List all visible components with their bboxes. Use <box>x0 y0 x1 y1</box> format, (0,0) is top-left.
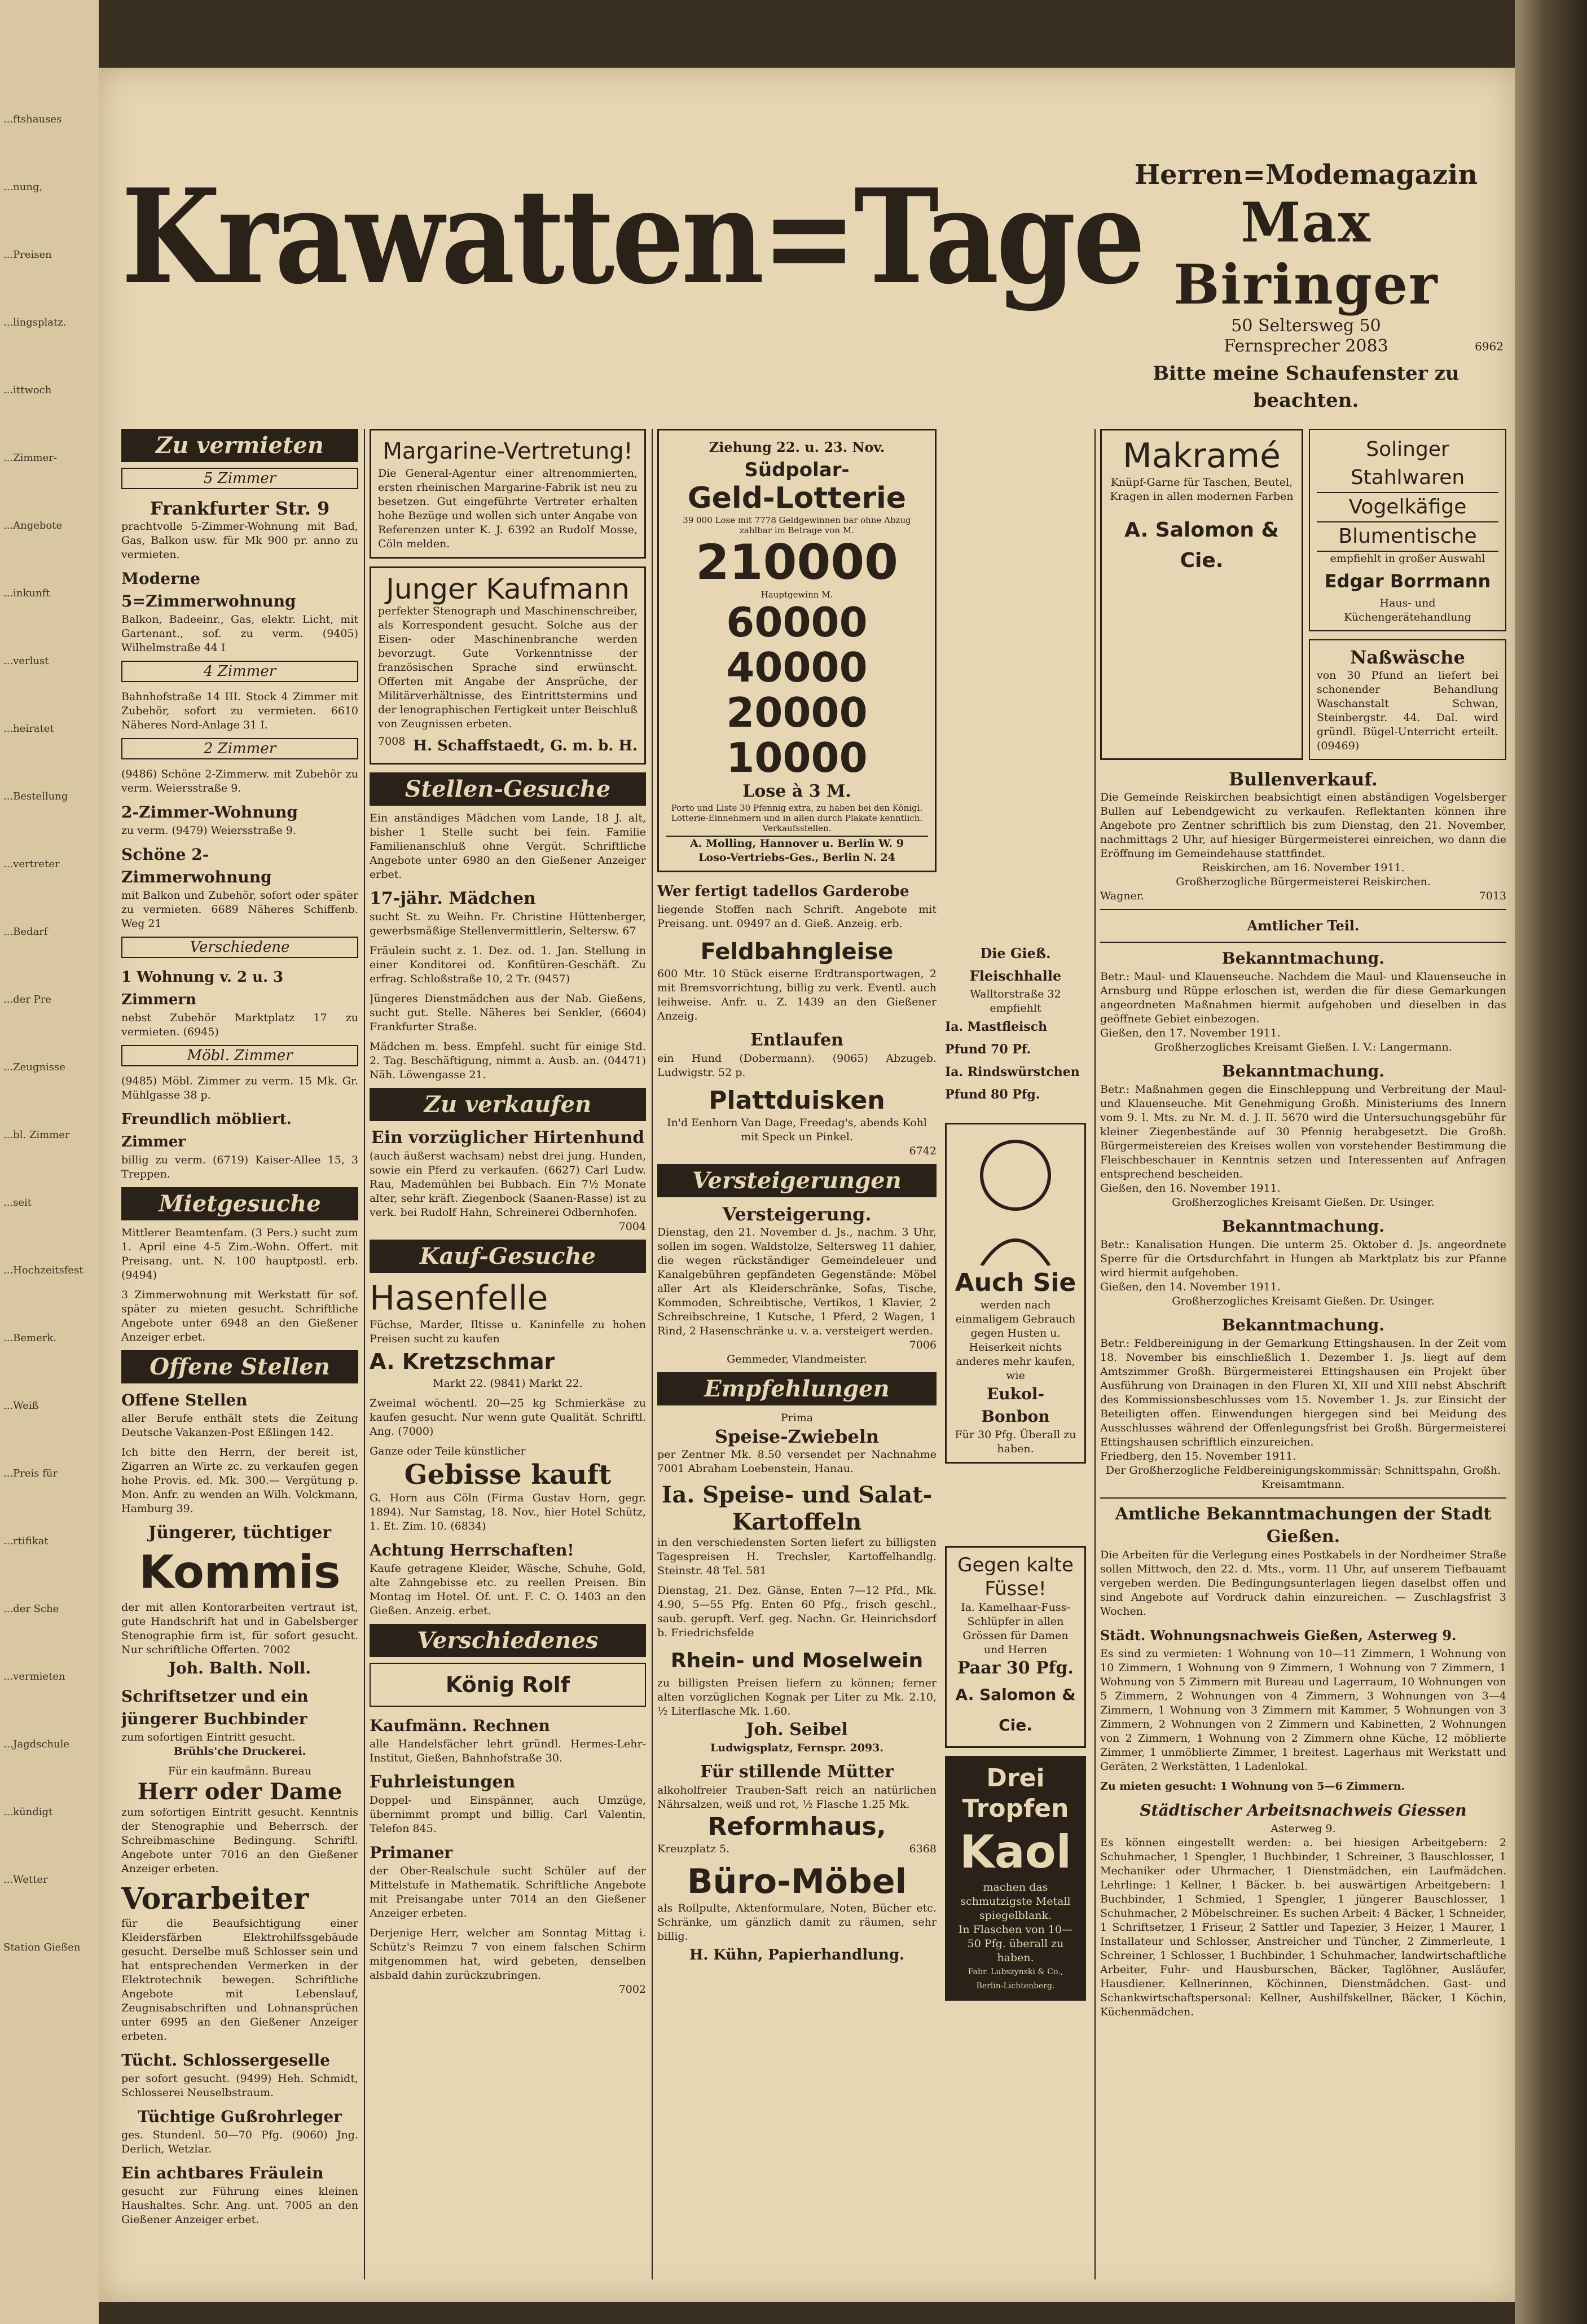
ad-nasswaesche <box>1309 639 1506 760</box>
ad-title: Frankfurter Str. 9 <box>150 498 330 519</box>
ad-sign: Gemmeder, Vlandmeister. <box>727 1353 867 1365</box>
ad-koenig-rolf: König Rolf <box>370 1663 646 1707</box>
solinger-item: Vogelkäfige <box>1317 493 1498 522</box>
section-empfehlungen: Empfehlungen <box>657 1372 937 1405</box>
sub-5-zimmer: 5 Zimmer <box>121 468 358 489</box>
ad-title: Speise-Zwiebeln <box>714 1426 880 1447</box>
ad-text: Betr.: Feldbereinigung in der Gemarkung Ettingshausen. In der Zeit vom 18. November bis einschließlich 1. Dezember 1. Js. liegt auf dem Amtszimmer Großh. Bürgermeisterei Ettingshausen ein Projekt über Ausführung von Drainagen in den Fluren XI, XII und XIII nebst Abschrift des Kommissionsbeschlusses vom 15. November 1. Js. zur Einsicht der Beteiligten offen. Einwendungen hiergegen sind bei Meidung des Ausschlusses während der Offenlegungsfrist bei Großh. Bürgermeisterei Ettingshausen schriftlich einzureichen. <box>1100 1337 1506 1448</box>
solinger-item: Solinger Stahlwaren <box>1317 436 1498 493</box>
ad-text: in den verschiedensten Sorten liefert zu billigsten Tagespreisen H. Trechsler, Kartoffelhandlg. Steinstr. 48 Tel. 581 <box>657 1536 937 1577</box>
ad-place: Gießen, den 16. November 1911. <box>1100 1182 1281 1194</box>
ad-text: nebst Zubehör Marktplatz 17 zu vermieten. (6945) <box>121 1012 358 1038</box>
left-page-text: ...lingsplatz. <box>3 317 67 328</box>
ad-item: Ia. Rindswürstchen Pfund 80 Pfg. <box>945 1065 1080 1102</box>
ad-code: 7006 <box>909 1339 937 1351</box>
ad-text: Jüngeres Dienstmädchen aus der Nab. Gießens, sucht gut. Stelle. Näheres bei Senkler, (6604) Frankfurter Straße. <box>370 992 646 1033</box>
ad-title: Tüchtige Gußrohrleger <box>138 2107 342 2126</box>
prize-amount: 20000 <box>726 689 868 736</box>
ad-text: 600 Mtr. 10 Stück eiserne Erdtransportwagen, 2 mit Bremsvorrichtung, billig zu verk. Eventl. auch leihweise. Anfr. u. Z. 1439 an den Gießener Anzeig. <box>657 968 937 1022</box>
amtlicher-teil-heading: Amtlicher Teil. <box>1247 917 1360 934</box>
section-offene-stellen: Offene Stellen <box>121 1350 358 1383</box>
ad-title: Gegen kalte Füsse! <box>957 1554 1074 1600</box>
prize-amount: 210000 <box>695 534 899 591</box>
section-versteigerungen: Versteigerungen <box>657 1164 937 1197</box>
ad-title: Jüngerer, tüchtiger <box>148 1523 332 1543</box>
ad-text: mit Balkon und Zubehör, sofort oder später zu vermieten. 6689 Näheres Schiffenb. Weg 21 <box>121 889 358 930</box>
ad-title: 2-Zimmer-Wohnung <box>121 803 298 821</box>
left-page-text: ...seit <box>3 1197 32 1209</box>
ad-text: für die Beaufsichtigung einer Kleidersfärben Elektrohilfssgebäude gesucht. Derselbe muß Schlosser sein und hat entsprechenden Vermerken in der Elektrotechnik bewegen. Schriftliche Angebote mit Lebenslauf, Zeugnisabschriften und Lohnansprüchen unter 6995 an den Gießener Anzeiger erbeten. <box>121 1917 358 2042</box>
left-page-text: ...verlust <box>3 655 49 667</box>
ad-title: Ia. Speise- und Salat-Kartoffeln <box>661 1482 933 1535</box>
ad-text: per Zentner Mk. 8.50 versendet per Nachnahme 7001 Abraham Loebenstein, Hanau. <box>657 1448 937 1475</box>
ad-solinger <box>1309 429 1506 631</box>
left-page-text: ...Preisen <box>3 249 52 261</box>
left-page-text: ...ittwoch <box>3 384 52 396</box>
ad-text: Bahnhofstraße 14 III. Stock 4 Zimmer mit Zubehör, sofort zu vermieten. 6610 Näheres Nord-Anlage 31 I. <box>121 691 358 731</box>
ad-title: Kaufmänn. Rechnen <box>370 1716 550 1735</box>
shop-address: 50 Seltersweg 50 <box>1231 316 1381 336</box>
ad-margarine <box>370 429 646 559</box>
lose-text: Porto und Liste 30 Pfennig extra, zu haben bei den Königl. Lotterie-Einnehmern und in allen durch Plakate kenntlich. Verkaufsstellen. <box>671 803 923 833</box>
ad-sign: Großherzogliches Kreisamt Gießen. I. V.: Langermann. <box>1154 1041 1452 1053</box>
ad-title: Primaner <box>370 1843 453 1862</box>
ad-text: zu billigsten Preisen liefern zu können; ferner alten vorzüglichen Kognak per Liter zu Mk. 2.10, ½ Literflasche Mk. 1.60. <box>657 1677 937 1717</box>
sub-2-zimmer: 2 Zimmer <box>121 738 358 759</box>
ad-address: Kreuzplatz 5. <box>657 1843 730 1855</box>
ad-title: Städtischer Arbeitsnachweis Giessen <box>1140 1801 1467 1820</box>
ad-address: Asterweg 9. <box>1271 1822 1336 1835</box>
ad-sign: Reformhaus, <box>707 1812 886 1841</box>
ad-name: Wagner. <box>1100 890 1144 902</box>
column-4 <box>1100 429 1506 2279</box>
ad-text: (auch äußerst wachsam) nebst drei jung. Hunden, sowie ein Pferd zu verkaufen. (6627) Carl Ludw. Rau, Mademühlen bei Bubbach. Ein 7½ Monate alter, sehr kräft. Ziegenbock (Saanen-Rasse) ist zu verk. bei Rudolf Hahn, Schreinerei Odbernhofen. <box>370 1150 646 1219</box>
ad-text: zum sofortigen Eintritt gesucht. <box>121 1731 296 1743</box>
ad-sign: H. Schaffstaedt, G. m. b. H. <box>413 737 638 754</box>
left-page-text: ...heiratet <box>3 723 54 735</box>
left-page-text: ...Weiß <box>3 1400 39 1412</box>
ad-text: G. Horn aus Cöln (Firma Gustav Horn, gegr. 1894). Nur Samstag, 18. Nov., hier Hotel Schütz, 1. Et. Zim. 10. (6834) <box>370 1492 646 1532</box>
ad-sign: Joh. Seibel <box>746 1720 848 1739</box>
lose-sign: A. Molling, Hannover u. Berlin W. 9 <box>666 836 928 851</box>
left-page-fragment <box>0 0 99 2324</box>
ad-text: Betr.: Kanalisation Hungen. Die unterm 25. Oktober d. Js. angeordnete Sperre für die Ortsdurchfahrt in Hungen ab Marktplatz bis zur Pfanne wird hiermit aufgehoben. <box>1100 1238 1506 1279</box>
ad-text: alle Handelsfächer lehrt gründl. Hermes-Lehr-Institut, Gießen, Bahnhofstraße 30. <box>370 1738 646 1764</box>
ad-text: werden nach einmaligem Gebrauch gegen Husten u. Heiserkeit nichts anderes mehr kaufen, wie <box>955 1299 1076 1382</box>
left-page-text: ...vermieten <box>3 1671 65 1682</box>
ad-text: alkoholfreier Trauben-Saft reich an natürlichen Nährsalzen, weiß und rot, ½ Flasche 1.25 Mk. <box>657 1784 937 1811</box>
ad-title: Schöne 2-Zimmerwohnung <box>121 845 272 886</box>
ad-text: machen das schmutzigste Metall spiegelblank. <box>960 1881 1071 1922</box>
column-1 <box>121 429 358 2279</box>
ad-title: Ein achtbares Fräulein <box>121 2164 324 2182</box>
sub-verschiedene: Verschiedene <box>121 937 358 958</box>
ad-text: Mädchen m. bess. Empfehl. sucht für einige Std. 2. Tag. Beschäftigung, nimmt a. Ausb. an. (04471) Näh. Löwengasse 21. <box>370 1040 646 1081</box>
ad-title: Bekanntmachung. <box>1222 1217 1384 1236</box>
ad-code: 7002 <box>618 1983 646 1996</box>
ad-title: Offene Stellen <box>121 1391 248 1409</box>
section-zu-verkaufen: Zu verkaufen <box>370 1088 646 1121</box>
ad-code: 7004 <box>618 1220 646 1233</box>
ad-place: Gießen, den 14. November 1911. <box>1100 1281 1281 1293</box>
ad-eukol <box>945 1123 1086 1464</box>
ad-title: 1 Wohnung v. 2 u. 3 Zimmern <box>121 969 284 1008</box>
left-page-text: ...vertreter <box>3 858 60 870</box>
column-rule <box>1094 429 1096 2279</box>
left-page-text: ...Jagdschule <box>3 1738 70 1750</box>
ad-big-word: Büro-Möbel <box>687 1862 907 1901</box>
newspaper-page <box>99 68 1515 2302</box>
ad-text: per sofort gesucht. (9499) Heh. Schmidt, Schlosserei Neuselbstraum. <box>121 2072 358 2099</box>
left-page-text: ...Hochzeitsfest <box>3 1264 83 1276</box>
sub-moebl-zimmer: Möbl. Zimmer <box>121 1045 358 1066</box>
ad-text: Es sind zu vermieten: 1 Wohnung von 10—11 Zimmern, 1 Wohnung von 10 Zimmern, 1 Wohnung von 9 Zimmern, 1 Wohnung von 7 Zimmern, 1 Wohnung von 5 Zimmern mit Bureau und Lagerraum, 10 Wohnungen von 5 Zimmern, 2 Wohnungen von 4 Zimmern, 3 Wohnungen von 3—4 Zimmern, 1 Wohnung von 3 Zimmern mit Kammer, 5 Wohnungen von 3 Zimmern, 2 Wohnungen von 2 Zimmern und Kabinetten, 2 Wohnungen von 2 Zimmern, 1 Wohnung von 2 Zimmern ohne Küche, 12 möblierte Zimmer, 1 unmöblierte Zimmer, 1 breitest. Lagerhaus mit Werkstatt und Geräten, 2 Werkstätten, 1 Ladenlokal. <box>1100 1648 1506 1773</box>
ad-text: In Flaschen von 10—50 Pfg. überall zu haben. <box>958 1923 1073 1964</box>
ad-text: von 30 Pfund an liefert bei schonender Behandlung Waschanstalt Schwan, Steinbergstr. 44. Dal. wird gründl. Bügel-Unterricht erteilt. (09469) <box>1317 669 1498 752</box>
ad-title: Bullenverkauf. <box>1229 768 1378 790</box>
lotterie-name: Südpolar- <box>744 459 850 481</box>
ad-text: empfiehlt in großer Auswahl <box>1330 552 1485 565</box>
ad-kalte-fuesse <box>945 1546 1086 1748</box>
left-page-text: ...Preis für <box>3 1468 58 1479</box>
ad-big-word: Kaol <box>959 1826 1072 1878</box>
left-page-text: ...der Pre <box>3 994 52 1005</box>
ad-title: Versteigerung. <box>722 1203 872 1225</box>
ad-title: Vorarbeiter <box>121 1882 309 1916</box>
ad-text: der Ober-Realschule sucht Schüler auf der Mittelstufe in Mathematik. Schriftliche Angebote mit Preisangabe unter 7014 an den Gießener Anzeiger erbeten. <box>370 1865 646 1919</box>
lose-price: Lose à 3 M. <box>742 781 851 801</box>
ad-title: Für stillende Mütter <box>700 1762 894 1782</box>
prize-amount: 10000 <box>726 734 868 781</box>
ad-text: Ganze oder Teile künstlicher <box>370 1445 526 1457</box>
column-3 <box>657 429 937 2279</box>
ad-text: Balkon, Badeeinr., Gas, elektr. Licht, mit Gartenant., sof. zu verm. (9405) Wilhelmstraße 44 I <box>121 613 358 654</box>
ad-text: zum sofortigen Eintritt gesucht. Kenntnis der Stenographie und Beherrsch. der Schreibmaschine Bedingung. Schriftl. Angebote unter 7016 an den Gießener Anzeiger erbeten. <box>121 1806 358 1875</box>
ad-title: Auch Sie <box>955 1268 1076 1297</box>
prize-amount: 60000 <box>726 599 868 646</box>
ad-sign: Joh. Balth. Noll. <box>168 1659 311 1677</box>
ad-sign: Fabr. Lubszynski & Co., Berlin-Lichtenberg. <box>968 1967 1063 1991</box>
ad-text: gesucht zur Führung eines kleinen Haushaltes. Schr. Ang. unt. 7005 an den Gießener Anzeiger erbet. <box>121 2185 358 2226</box>
prize-list <box>666 535 928 780</box>
ad-title: Feldbahngleise <box>700 939 894 965</box>
ad-sign: Großherzogliches Kreisamt Gießen. Dr. Usinger. <box>1172 1196 1435 1209</box>
left-page-text: ...Zimmer- <box>3 452 57 464</box>
lady-portrait-icon <box>959 1130 1072 1266</box>
left-page-text: ...Bemerk. <box>3 1332 56 1344</box>
ad-sign: Der Großherzogliche Feldbereinigungskommissär: Schnittspahn, Großh. Kreisamtmann. <box>1105 1464 1501 1491</box>
ad-sign: H. Kühn, Papierhandlung. <box>689 1947 905 1963</box>
ad-text: billig zu verm. (6719) Kaiser-Allee 15, 3 Treppen. <box>121 1154 358 1180</box>
column-4b <box>945 1546 1086 2279</box>
ad-text: Doppel- und Einspänner, auch Umzüge, übernimmt prompt und billig. Carl Valentin, Telefon 845. <box>370 1794 646 1835</box>
ad-title: Städt. Wohnungsnachweis Gießen, Asterweg 9. <box>1100 1627 1457 1644</box>
ad-text: (9486) Schöne 2-Zimmerw. mit Zubehör zu verm. Weiersstraße 9. <box>121 768 358 794</box>
ad-kaufmann <box>370 566 646 765</box>
ad-title: Achtung Herrschaften! <box>370 1541 574 1559</box>
ad-big-word: Gebisse kauft <box>404 1459 612 1491</box>
ad-text: Ich bitte den Herrn, der bereit ist, Zigarren an Wirte zc. zu verkaufen gegen hohe Provis. ed. Mk. 300.— Vergütung p. Mon. Anfr. zu wenden an Wilh. Volckmann, Hamburg 39. <box>121 1446 358 1515</box>
section-zu-vermieten: Zu vermieten <box>121 429 358 462</box>
prize-amount: 40000 <box>726 644 868 691</box>
ad-text: perfekter Stenograph und Maschinenschreiber, als Korrespondent gesucht. Solche aus der Eisen- oder Maschinenbranche werden bevorzugt. Gute Vorkenntnisse der französischen Sprache sind erwünscht. Offerten mit Angabe der Ansprüche, der Militärverhältnisse, des Eintrittstermins und der lenographischen Fertigkeit unter Beischluß von Zeugnissen erbeten. <box>378 605 638 730</box>
ad-big-word: Eukol-Bonbon <box>981 1385 1050 1426</box>
ad-place: Gießen, den 17. November 1911. <box>1100 1027 1281 1039</box>
ad-text: Es können eingestellt werden: a. bei hiesigen Arbeitgebern: 2 Schuhmacher, 1 Spengler, 1 Buchbinder, 1 Schreiner, 3 Bauschlosser, 1 Mechaniker oder Uhrmacher, 1 Dienstmädchen, ein Laufmädchen. Lehrlinge: 1 Kellner, 1 Bäcker. b. bei auswärtigen Arbeitgebern: 1 Buchbinder, 1 Schmied, 1 Spengler, 1 jüngerer Bauschlosser, 1 Schuhmacher, 2 Möbelschreiner. Es suchen Arbeit: 4 Bäcker, 1 Schneider, 1 Schriftsetzer, 1 Friseur, 2 Sattler und Tapezier, 3 Heizer, 1 Maurer, 1 Installateur und Schlosser, Anstreicher und Tüncher, 2 Zimmerleute, 1 Schreiner, 1 Schlosser, 1 Buchbinder, 1 Schuhmacher, landwirtschaftliche Arbeiter, Fuhr- und Hausburschen, Bäcker, Taglöhner, Ausläufer, Hausdiener. Kellnerinnen, Köchinnen, Dienstmädchen. Gast- und Schankwirtschaftspersonal: Kellner, Aushilfskellner, Bäcker, 1 Köchin, Küchenmädchen. <box>1100 1837 1506 2018</box>
ad-title: Freundlich möbliert. Zimmer <box>121 1111 292 1150</box>
solinger-list <box>1317 436 1498 552</box>
ad-title: Ein vorzüglicher Hirtenhund <box>371 1128 645 1148</box>
left-page-text: ...Bedarf <box>3 926 48 938</box>
shop-phone: Fernsprecher 2083 6962 <box>1224 336 1504 356</box>
ad-title: Drei <box>986 1764 1045 1793</box>
column-rule <box>364 429 365 2279</box>
book-edge <box>1515 0 1587 2324</box>
left-page-text: ...nung, <box>3 181 43 193</box>
ad-text: Ia. Kamelhaar-Fuss-Schlüpfer in allen Grössen für Damen und Herren <box>961 1601 1070 1656</box>
ad-text: Die Arbeiten für die Verlegung eines Postkabels in der Nordheimer Straße sollen Mittwoch, den 22. d. Mts., vorm. 11 Uhr, auf unserem Tiefbauamt vergeben werden. Die Bedingungsunterlagen liegen daselbst offen und sind Angebote auf Vordruck dahin einzureichen. — Zuschlagsfrist 3 Wochen. <box>1100 1549 1506 1618</box>
lose-sign-2: Loso-Vertriebs-Ges., Berlin N. 24 <box>698 851 895 864</box>
left-page-text: ...bl. Zimmer <box>3 1129 70 1141</box>
ad-text: der mit allen Kontorarbeiten vertraut ist, gute Handschrift hat und in Gabelsberger Stenographie firm ist, für sofort gesucht. Nur schriftliche Offerten. 7002 <box>121 1601 358 1656</box>
ad-title: Tropfen <box>962 1794 1069 1823</box>
ad-text: Ein anständiges Mädchen vom Lande, 18 J. alt, bisher 1 Stelle sucht bei fein. Familie Familienanschluß ohne Vergüt. Schriftliche Angebote unter 6980 an den Gießener Anzeiger erbet. <box>370 812 646 881</box>
ad-text: zu verm. (9479) Weiersstraße 9. <box>121 824 296 837</box>
ad-title: Bekanntmachung. <box>1222 1316 1384 1334</box>
ad-sub: Haus- und Küchengerätehandlung <box>1344 597 1471 623</box>
masthead-title: Krawatten=Tage <box>121 161 1143 313</box>
lotterie-date: Ziehung 22. u. 23. Nov. <box>709 439 885 455</box>
left-page-text: ...Wetter <box>3 1874 48 1886</box>
shop-note: Bitte meine Schaufenster zu beachten. <box>1153 362 1459 412</box>
ad-code: 6368 <box>909 1843 937 1855</box>
left-page-text: ...ftshauses <box>3 113 62 125</box>
ad-text: sucht St. zu Weihn. Fr. Christine Hüttenberger, gewerbsmäßige Stellenvermittlerin, Seltersw. 67 <box>370 911 646 937</box>
ad-address: Markt 22. (9841) Markt 22. <box>433 1377 583 1390</box>
left-page-text: ...kündigt <box>3 1806 53 1818</box>
ad-text: Dienstag, 21. Dez. Gänse, Enten 7—12 Pfd., Mk. 4.90, 5—55 Pfg. Enten 60 Pfg., frisch geschl., saub. gerupft. Verf. geg. Nachn. Gr. Heinrichsdorf b. Friedrichsfelde <box>657 1584 937 1639</box>
section-stellen-gesuche: Stellen-Gesuche <box>370 772 646 806</box>
ad-title: Margarine-Vertretung! <box>383 438 633 464</box>
left-page-text: ...rtifikat <box>3 1535 49 1547</box>
ad-address: Walltorstraße 32 empfiehlt <box>970 988 1061 1014</box>
ad-text: Knüpf-Garne für Taschen, Beutel, Kragen in allen modernen Farben <box>1110 476 1294 503</box>
ad-place: Friedberg, den 15. November 1911. <box>1100 1450 1296 1462</box>
ad-code: 7013 <box>1479 890 1506 902</box>
ad-text: Mittlerer Beamtenfam. (3 Pers.) sucht zum 1. April eine 4-5 Zim.-Wohn. Offert. mit Preisang. unt. N. 100 hauptpostl. erb. (9494) <box>121 1227 358 1281</box>
ad-sign: A. Kretzschmar <box>370 1349 555 1374</box>
ad-title: Fuhrleistungen <box>370 1772 516 1792</box>
ad-title: 17-jähr. Mädchen <box>370 889 536 908</box>
ad-text: Betr.: Maßnahmen gegen die Einschleppung und Verbreitung der Maul- und Klauenseuche. Mit Genehmigung Großh. Ministeriums des Innern vom 9. l. Mts. zu Nr. M. d. J. II. 5670 wird die Untersuchungsgebühr für kleiner Ziegenbestände auf 30 Pfennig herabgesetzt. Die Großh. Bürgermeistereien des Kreises wollen von vorstehender Bestimmung die Fleischbeschauer in Kenntnis setzen und Interessenten auf Anfragen entsprechend bescheiden. <box>1100 1083 1506 1180</box>
ad-text: prachtvolle 5-Zimmer-Wohnung mit Bad, Gas, Balkon usw. für Mk 900 pr. anno zu vermieten. <box>121 520 358 561</box>
ad-title: Bekanntmachung. <box>1222 1062 1384 1080</box>
ad-text: Zweimal wöchentl. 20—25 kg Schmierkäse zu kaufen gesucht. Nur wenn gute Qualität. Schriftl. Ang. (7000) <box>370 1397 646 1438</box>
ad-lotterie <box>657 429 937 872</box>
ad-big-word: Hasenfelle <box>370 1279 548 1318</box>
left-page-text: Station Gießen <box>3 1941 81 1953</box>
ad-makrame <box>1100 429 1303 760</box>
ad-text: ges. Stundenl. 50—70 Pfg. (9060) Jng. Derlich, Wetzlar. <box>121 2129 358 2155</box>
lotterie-title: Geld-Lotterie <box>687 481 907 515</box>
left-page-text: ...der Sche <box>3 1603 59 1615</box>
ad-title: Herr oder Dame <box>137 1778 342 1805</box>
ad-big-word: Kommis <box>139 1546 341 1598</box>
ad-title: Schriftsetzer und ein jüngerer Buchbinder <box>121 1687 309 1728</box>
ad-text: (9485) Möbl. Zimmer zu verm. 15 Mk. Gr. Mühlgasse 38 p. <box>121 1075 358 1101</box>
ad-price: Paar 30 Pfg. <box>957 1658 1074 1678</box>
ad-sign: Edgar Borrmann <box>1324 570 1491 592</box>
left-page-text: ...Bestellung <box>3 790 68 802</box>
ad-text: Die General-Agentur einer altrenommierten, ersten rheinischen Margarine-Fabrik ist neu zu besetzen. Gut eingeführte Vertreter erhalten hohe Bezüge und wollen sich unter Angabe von Referenzen unter K. J. 6392 an Rudolf Mosse, Cöln melden. <box>378 467 638 550</box>
sub-4-zimmer: 4 Zimmer <box>121 661 358 682</box>
ad-text: liegende Stoffen nach Schrift. Angebote mit Preisang. unt. 09497 an d. Gieß. Anzeig. erb. <box>657 903 937 930</box>
ad-text: aller Berufe enthält stets die Zeitung Deutsche Vakanzen-Post Eßlingen 142. <box>121 1412 358 1439</box>
ad-text: Für ein kaufmänn. Bureau <box>168 1765 312 1777</box>
shop-name: Max Biringer <box>1173 191 1439 317</box>
ad-title: Die Gieß. Fleischhalle <box>969 945 1062 984</box>
ad-title: Tücht. Schlossergeselle <box>121 2051 330 2070</box>
shop-kind: Herren=Modemagazin <box>1134 159 1478 191</box>
ad-title: Bekanntmachung. <box>1222 949 1384 968</box>
ad-text: als Rollpulte, Aktenformulare, Noten, Bücher etc. Schränke, um gänzlich damit zu räumen, sehr billig. <box>657 1902 937 1943</box>
section-mietgesuche: Mietgesuche <box>121 1187 358 1220</box>
ad-title: Makramé <box>1122 436 1281 476</box>
section-kauf-gesuche: Kauf-Gesuche <box>370 1240 646 1273</box>
ad-sign: A. Salomon & Cie. <box>1124 519 1279 572</box>
ad-sign: A. Salomon & Cie. <box>955 1685 1076 1734</box>
left-page-text: ...inkunft <box>3 587 50 599</box>
ad-text: Füchse, Marder, Iltisse u. Kaninfelle zu hohen Preisen sucht zu kaufen <box>370 1319 646 1345</box>
ad-sign: Brühls'che Druckerei. <box>173 1745 306 1758</box>
ad-text: 3 Zimmerwohnung mit Werkstatt für sof. später zu mieten gesucht. Schriftliche Angebote unter 6948 an den Gießener Anzeiger erbet. <box>121 1289 358 1343</box>
prize-label: Hauptgewinn M. <box>760 590 833 600</box>
ad-sign: Großherzogliche Bürgermeisterei Reiskirchen. <box>1176 876 1431 888</box>
ad-title: Junger Kaufmann <box>386 573 630 605</box>
section-verschiedenes: Verschiedenes <box>370 1624 646 1657</box>
column-2 <box>370 429 646 2279</box>
column-rule <box>652 429 653 2279</box>
ad-address: Ludwigsplatz, Fernspr. 2093. <box>710 1742 883 1754</box>
ad-text: In'd Eenhorn Van Dage, Freedag's, abends Kohl mit Speck un Pinkel. <box>666 1117 927 1143</box>
masthead <box>121 152 1504 412</box>
ad-title: Entlaufen <box>750 1030 843 1050</box>
ad-sign: Großherzogliches Kreisamt Gießen. Dr. Usinger. <box>1172 1295 1435 1307</box>
ad-title: Plattduisken <box>709 1086 885 1115</box>
ad-item: Ia. Mastfleisch Pfund 70 Pf. <box>945 1020 1048 1057</box>
ad-title: Moderne 5=Zimmerwohnung <box>121 569 296 610</box>
left-page-text: ...Zeugnisse <box>3 1061 65 1073</box>
ad-title: Wer fertigt tadellos Garderobe <box>657 883 909 900</box>
ad-title: Rhein- und Moselwein <box>670 1649 924 1672</box>
ad-text: Betr.: Maul- und Klauenseuche. Nachdem die Maul- und Klauenseuche in Arnsburg und Rüppe erloschen ist, werden die für diese Gemarkungen angeordneten Maßnahmen hiermit aufgehoben und dieselben in das geöffnete Gebiet einbezogen. <box>1100 970 1506 1025</box>
ad-code: 7008 <box>378 735 406 748</box>
ad-title: Naßwäsche <box>1350 647 1465 668</box>
ad-text: Die Gemeinde Reiskirchen beabsichtigt einen abständigen Vogelsberger Bullen auf Lebendgewicht zu verkaufen. Reflektanten können ihre Angebote pro Zentner schriftlich bis zum Dienstag, den 21. November, nachmittags 2 Uhr, auf hiesiger Bürgermeisterei einreichen, wo dann die Eröffnung im Gemeindehause stattfindet. <box>1100 791 1506 860</box>
ad-code: 6742 <box>909 1145 937 1157</box>
ad-place: Reiskirchen, am 16. November 1911. <box>1202 862 1405 874</box>
solinger-item: Blumentische <box>1317 522 1498 552</box>
ad-text: Derjenige Herr, welcher am Sonntag Mittag i. Schütz's Reimzu 7 von einem falschen Schirm mitgenommen hat, wird gebeten, denselben alsbald dahin zurückzubringen. <box>370 1927 646 1982</box>
left-page-text: ...Angebote <box>3 520 63 531</box>
ad-kaol <box>945 1756 1086 2001</box>
ad-text: Kaufe getragene Kleider, Wäsche, Schuhe, Gold, alte Zahngebisse etc. zu reellen Preisen. Bin Montag im Hotel. Of. unt. F. C. O. 1403 an den Gießen. Anzeig. erbet. <box>370 1562 646 1617</box>
ad-price: Für 30 Pfg. Überall zu haben. <box>955 1429 1076 1455</box>
ad-pre: Prima <box>780 1412 814 1424</box>
ad-text: Fräulein sucht z. 1. Dez. od. 1. Jan. Stellung in einer Konditorei od. Konfitüren-Geschäft. Zu erfrag. Schloßstraße 10, 2 Tr. (9457) <box>370 944 646 985</box>
ad-text: Dienstag, den 21. November d. Js., nachm. 3 Uhr, sollen im sogen. Waldstolze, Seltersweg 11 dahier, die wegen rückständiger Gemeindeleuer und Kanalgebühren gepfändeten Gegenstände: Möbel aller Art als Kleiderschränke, Sofas, Tische, Kommoden, Schreibtische, Vertikos, 1 Klavier, 2 Schreibschreine, 1 Kutsche, 1 Pferd, 2 Wagen, 1 Rind, 2 Hasenschränke u. v. a. versteigert werden. <box>657 1226 937 1337</box>
stadt-heading: Amtliche Bekanntmachungen der Stadt Gießen. <box>1115 1504 1492 1547</box>
lotterie-sub: 39 000 Lose mit 7778 Geldgewinnen bar ohne Abzug zahlbar im Betrage von M. <box>683 515 911 535</box>
ad-footer: Zu mieten gesucht: 1 Wohnung von 5—6 Zimmern. <box>1100 1780 1405 1793</box>
ad-text: ein Hund (Dobermann). (9065) Abzugeb. Ludwigstr. 52 p. <box>657 1052 937 1079</box>
